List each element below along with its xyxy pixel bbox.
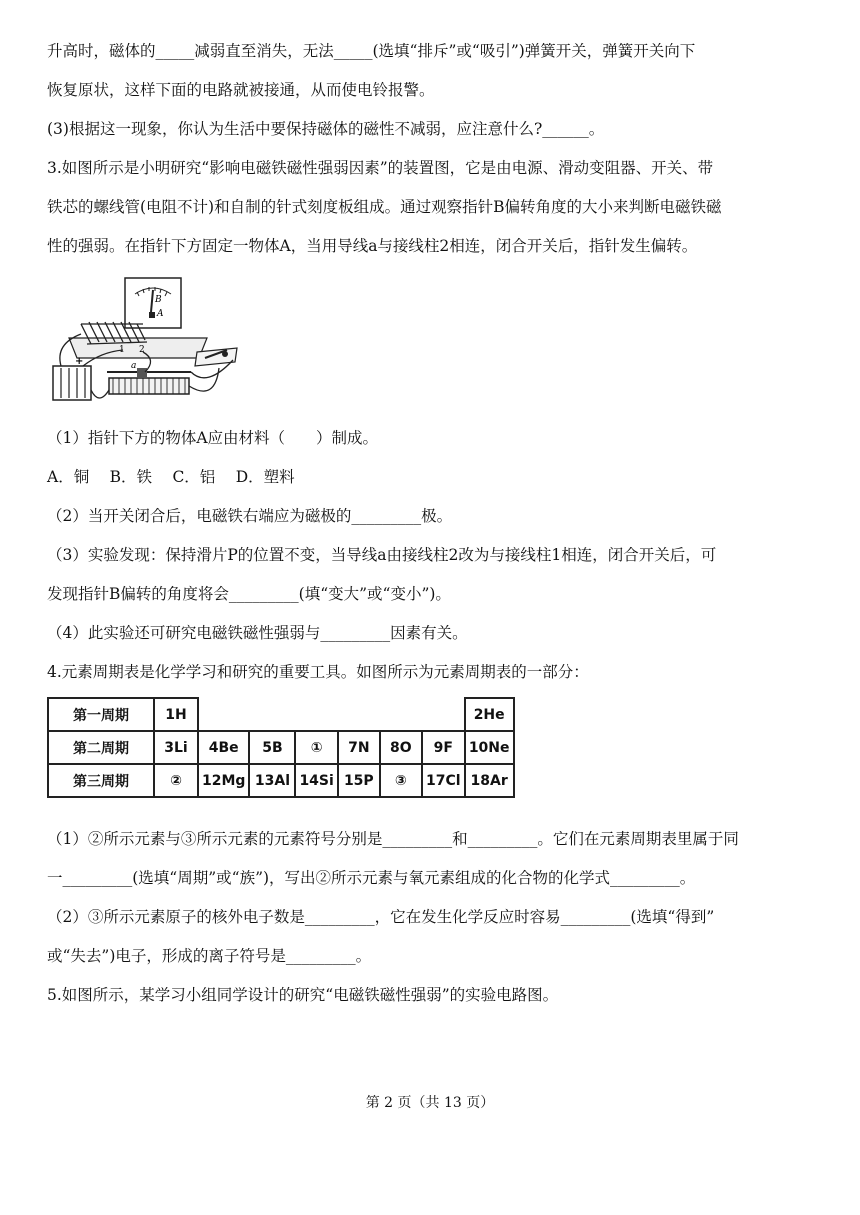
table-cell: 10Ne xyxy=(465,731,514,764)
table-cell: 12Mg xyxy=(198,764,249,797)
text-line-10: （3）实验发现：保持滑片P的位置不变，当导线a由接线柱2改为与接线柱1相连，闭合开关后，可 xyxy=(47,546,717,564)
text-line-15: 一_________(选填“周期”或“族”)，写出②所示元素与氧元素组成的化合物的化学式_________。 xyxy=(47,869,696,887)
table-cell xyxy=(295,698,337,731)
table-cell xyxy=(422,698,465,731)
table-cell: 14Si xyxy=(295,764,337,797)
text-line-2: 恢复原状，这样下面的电路就被接通，从而使电铃报警。 xyxy=(47,81,435,99)
wire-label-a: a xyxy=(131,361,137,371)
object-label-a: A xyxy=(157,309,164,319)
page-footer: 第 2 页（共 13 页） xyxy=(365,1095,495,1111)
table-cell: 5B xyxy=(249,731,295,764)
text-line-3: (3)根据这一现象，你认为生活中要保持磁体的磁性不减弱，应注意什么?______。 xyxy=(47,120,605,138)
text-line-12: （4）此实验还可研究电磁铁磁性强弱与_________因素有关。 xyxy=(47,624,468,642)
electromagnet-apparatus-figure xyxy=(47,272,252,412)
table-cell: 3Li xyxy=(154,731,198,764)
table-row xyxy=(48,698,514,731)
table-cell: 第一周期 xyxy=(48,698,154,731)
text-line-8: A．铜 B．铁 C．铝 D．塑料 xyxy=(47,468,295,486)
text-line-6: 性的强弱。在指针下方固定一物体A，当用导线a与接线柱2相连，闭合开关后，指针发生偏转。 xyxy=(47,237,698,255)
table-cell: 17Cl xyxy=(422,764,465,797)
table-cell: 9F xyxy=(422,731,465,764)
periodic-table-excerpt xyxy=(47,697,515,798)
terminal-label-1: 1 xyxy=(119,345,125,355)
table-cell xyxy=(198,698,249,731)
terminal-label-2: 2 xyxy=(139,345,145,355)
table-cell: 第二周期 xyxy=(48,731,154,764)
table-cell: 18Ar xyxy=(465,764,514,797)
text-line-18: 5.如图所示，某学习小组同学设计的研究“电磁铁磁性强弱”的实验电路图。 xyxy=(47,986,559,1004)
table-cell: ③ xyxy=(380,764,422,797)
table-row xyxy=(48,731,514,764)
table-row xyxy=(48,764,514,797)
text-line-7: （1）指针下方的物体A应由材料（ ）制成。 xyxy=(47,429,379,447)
text-line-9: （2）当开关闭合后，电磁铁右端应为磁极的_________极。 xyxy=(47,507,453,525)
pointer-label-b: B xyxy=(155,295,162,305)
table-cell: 1H xyxy=(154,698,198,731)
table-cell: 13Al xyxy=(249,764,295,797)
text-line-16: （2）③所示元素原子的核外电子数是_________，它在发生化学反应时容易_________(选填“得到” xyxy=(47,908,715,926)
text-line-11: 发现指针B偏转的角度将会_________(填“变大”或“变小”)。 xyxy=(47,585,451,603)
table-cell xyxy=(380,698,422,731)
table-cell: ① xyxy=(295,731,337,764)
table-cell: ② xyxy=(154,764,198,797)
text-line-5: 铁芯的螺线管(电阻不计)和自制的针式刻度板组成。通过观察指针B偏转角度的大小来判断电磁铁磁 xyxy=(47,198,722,216)
table-cell xyxy=(249,698,295,731)
table-cell: 15P xyxy=(338,764,380,797)
text-line-17: 或“失去”)电子，形成的离子符号是_________。 xyxy=(47,947,372,965)
text-line-1: 升高时，磁体的_____减弱直至消失，无法_____(选填“排斥”或“吸引”)弹簧开关，弹簧开关向下 xyxy=(47,42,696,60)
table-cell: 第三周期 xyxy=(48,764,154,797)
table-cell: 4Be xyxy=(198,731,249,764)
table-cell xyxy=(338,698,380,731)
text-line-13: 4.元素周期表是化学学习和研究的重要工具。如图所示为元素周期表的一部分： xyxy=(47,663,589,681)
table-cell: 7N xyxy=(338,731,380,764)
table-cell: 8O xyxy=(380,731,422,764)
text-line-4: 3.如图所示是小明研究“影响电磁铁磁性强弱因素”的装置图，它是由电源、滑动变阻器、开关、带 xyxy=(47,159,714,177)
table-cell: 2He xyxy=(465,698,514,731)
battery-plus-label: + xyxy=(75,356,84,367)
text-line-14: （1）②所示元素与③所示元素的元素符号分别是_________和_________。它们在元素周期表里属于同 xyxy=(47,830,739,848)
